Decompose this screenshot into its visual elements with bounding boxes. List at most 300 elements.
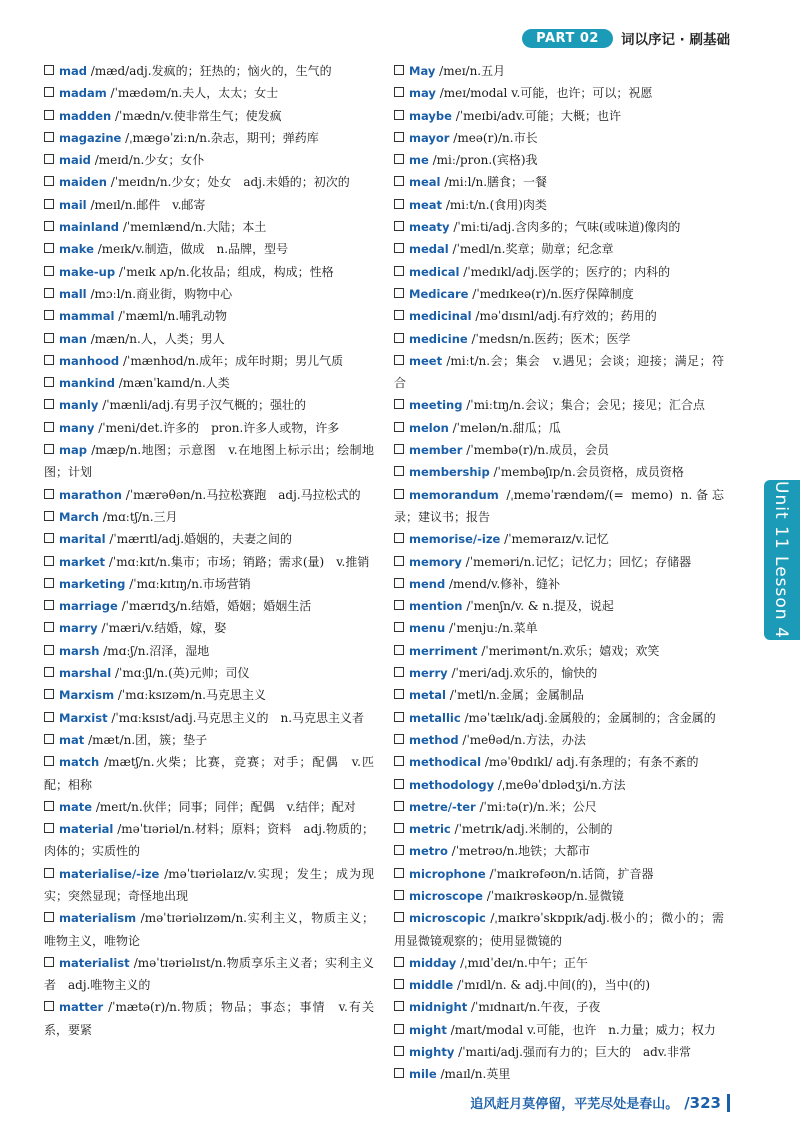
- vocab-entry: [44, 573, 374, 595]
- checkbox-icon[interactable]: [44, 132, 54, 142]
- vocab-definition: /ˈmeɪk ʌp/n.化妆品；组成，构成；性格: [115, 264, 334, 279]
- vocab-definition: /meɪ/modal v.可能，也许；可以；祝愿: [435, 86, 653, 101]
- checkbox-icon[interactable]: [394, 489, 404, 499]
- vocab-word: midday: [409, 955, 457, 970]
- vocab-entry: [394, 551, 724, 573]
- vocab-word: medicinal: [409, 309, 472, 324]
- vocab-entry: [394, 439, 724, 461]
- vocab-definition: /ˈmerimənt/n.欢乐；嬉戏；欢笑: [477, 643, 660, 658]
- vocab-entry: [44, 528, 374, 550]
- vocab-definition: /ˈmæri/v.结婚，嫁，娶: [97, 621, 227, 636]
- vocab-definition: /mænˈkaɪnd/n.人类: [114, 376, 230, 391]
- vocab-definition: /miːl/n.膳食；一餐: [440, 175, 548, 190]
- vocab-entry: [394, 774, 724, 796]
- checkbox-icon[interactable]: [394, 712, 404, 722]
- vocab-entry: [44, 640, 374, 662]
- checkbox-icon[interactable]: [44, 444, 54, 454]
- checkbox-icon[interactable]: [44, 1001, 54, 1011]
- checkbox-icon[interactable]: [394, 801, 404, 811]
- vocab-definition: /ˈmeθəd/n.方法，办法: [458, 732, 586, 747]
- checkbox-icon[interactable]: [44, 221, 54, 231]
- vocab-entry: [44, 662, 374, 684]
- vocab-definition: /meɪk/v.制造，做成 n.品牌，型号: [93, 242, 289, 257]
- checkbox-icon[interactable]: [394, 221, 404, 231]
- checkbox-icon[interactable]: [394, 779, 404, 789]
- checkbox-icon[interactable]: [394, 243, 404, 253]
- checkbox-icon[interactable]: [44, 734, 54, 744]
- checkbox-icon[interactable]: [394, 823, 404, 833]
- vocab-word: mail: [59, 197, 87, 212]
- left-column: [44, 60, 374, 1041]
- checkbox-icon[interactable]: [394, 1024, 404, 1034]
- vocab-entry: [44, 127, 374, 149]
- vocab-word: Marxism: [59, 688, 115, 703]
- vocab-entry: [394, 662, 724, 684]
- vocab-word: materialism: [59, 911, 137, 926]
- checkbox-icon[interactable]: [394, 1068, 404, 1078]
- vocab-word: metre/-ter: [409, 799, 476, 814]
- checkbox-icon[interactable]: [394, 132, 404, 142]
- vocab-word: metro: [409, 844, 448, 859]
- vocab-definition: /mæd/adj.发疯的；狂热的；恼火的，生气的: [86, 64, 332, 78]
- vocab-definition: /ˈmiːtɪŋ/n.会议；集合；会见；接见；汇合点: [462, 398, 705, 413]
- vocab-word: marry: [59, 621, 98, 636]
- vocab-word: madden: [59, 108, 112, 123]
- checkbox-icon[interactable]: [394, 890, 404, 900]
- unit-lesson-label-wrap: [764, 482, 798, 638]
- checkbox-icon[interactable]: [394, 399, 404, 409]
- checkbox-icon[interactable]: [394, 912, 404, 922]
- vocab-entry: [394, 751, 724, 773]
- vocab-entry: [44, 283, 374, 305]
- checkbox-icon[interactable]: [394, 1001, 404, 1011]
- checkbox-icon[interactable]: [44, 422, 54, 432]
- vocab-entry: [394, 394, 724, 416]
- vocab-entry: [44, 417, 374, 439]
- vocab-word: member: [409, 443, 463, 458]
- vocab-entry: [394, 261, 724, 283]
- vocab-definition: /ˈmædn/v.使非常生气；使发疯: [111, 108, 282, 123]
- vocab-word: me: [409, 153, 429, 168]
- vocab-entry: [394, 1041, 724, 1063]
- checkbox-icon[interactable]: [44, 288, 54, 298]
- vocab-entry: [394, 1063, 724, 1085]
- vocab-entry: [394, 885, 724, 907]
- checkbox-icon[interactable]: [394, 154, 404, 164]
- checkbox-icon[interactable]: [394, 622, 404, 632]
- vocab-word: March: [59, 509, 99, 524]
- checkbox-icon[interactable]: [394, 87, 404, 97]
- vocab-entry: [394, 127, 724, 149]
- vocab-word: many: [59, 420, 95, 435]
- checkbox-icon[interactable]: [44, 600, 54, 610]
- vocab-definition: /ˈmetl/n.金属；金属制品: [445, 688, 584, 703]
- footer-motto: 追风赶月莫停留，平芜尽处是春山。: [470, 1097, 679, 1112]
- vocab-entry: [44, 506, 374, 528]
- vocab-word: merry: [409, 666, 448, 681]
- vocab-entry: [394, 60, 724, 82]
- checkbox-icon[interactable]: [394, 868, 404, 878]
- vocab-word: man: [59, 331, 87, 346]
- checkbox-icon[interactable]: [394, 1046, 404, 1056]
- vocab-entry: [44, 216, 374, 238]
- vocab-word: meet: [409, 353, 443, 368]
- vocab-definition: /ˈmedɪkl/adj.医学的；医疗的；内科的: [459, 264, 671, 279]
- vocab-entry: [44, 617, 374, 639]
- vocab-entry: [44, 729, 374, 751]
- vocab-definition: /miː/pron.(宾格)我: [428, 153, 538, 168]
- vocab-word: microscope: [409, 888, 483, 903]
- checkbox-icon[interactable]: [44, 310, 54, 320]
- checkbox-icon[interactable]: [44, 377, 54, 387]
- vocab-entry: [394, 573, 724, 595]
- vocab-entry: [44, 595, 374, 617]
- vocab-definition: /maɪl/n.英里: [436, 1067, 511, 1082]
- vocab-word: maiden: [59, 175, 107, 190]
- checkbox-icon[interactable]: [394, 578, 404, 588]
- vocab-entry: [394, 305, 724, 327]
- vocab-word: melon: [409, 420, 449, 435]
- vocab-entry: [394, 417, 724, 439]
- vocab-word: method: [409, 732, 459, 747]
- vocab-definition: /ˈmetrəʊ/n.地铁；大都市: [447, 844, 591, 859]
- vocab-definition: /ˈmelən/n.甜瓜；瓜: [448, 420, 561, 435]
- vocab-entry: [394, 82, 724, 104]
- vocab-entry: [394, 818, 724, 840]
- vocab-definition: /ˌmægəˈziːn/n.杂志，期刊；弹药库: [121, 130, 319, 145]
- vocab-entry: [394, 283, 724, 305]
- vocab-entry: [44, 863, 374, 908]
- vocab-word: merriment: [409, 643, 478, 658]
- checkbox-icon[interactable]: [44, 912, 54, 922]
- vocab-definition: /ˈmɑːkɪtɪŋ/n.市场营销: [125, 576, 251, 591]
- vocab-word: memory: [409, 554, 462, 569]
- vocab-word: mile: [409, 1067, 437, 1082]
- vocab-word: marsh: [59, 643, 100, 658]
- vocab-definition: /ˈmeməri/n.记忆；记忆力；回忆；存储器: [461, 554, 692, 569]
- vocab-entry: [44, 105, 374, 127]
- vocab-definition: /ˈmembə(r)/n.成员，会员: [462, 443, 609, 458]
- vocab-word: might: [409, 1022, 447, 1037]
- checkbox-icon[interactable]: [394, 734, 404, 744]
- checkbox-icon[interactable]: [44, 199, 54, 209]
- vocab-entry: [394, 194, 724, 216]
- checkbox-icon[interactable]: [394, 288, 404, 298]
- vocab-definition: /ˈmænhʊd/n.成年；成年时期；男儿气质: [119, 353, 344, 368]
- vocab-definition: /ˌmeməˈrændəm/(= memo) n.备忘录；建议书；报告: [394, 487, 724, 524]
- vocab-definition: /ˈmærəθən/n.马拉松赛跑 adj.马拉松式的: [121, 487, 361, 502]
- vocab-entry: [394, 907, 724, 952]
- checkbox-icon[interactable]: [44, 110, 54, 120]
- vocab-word: microscopic: [409, 911, 486, 926]
- vocab-word: menu: [409, 621, 446, 636]
- vocab-definition: /ˈmenʃn/v. & n.提及，说起: [462, 599, 614, 614]
- vocab-word: marathon: [59, 487, 122, 502]
- vocab-definition: /ˈmɪdl/n. & adj.中间(的)，当中(的): [453, 978, 651, 993]
- vocab-definition: /məˈdɪsɪnl/adj.有疗效的；药用的: [471, 309, 657, 324]
- vocab-word: medal: [409, 242, 449, 257]
- vocab-word: Medicare: [409, 286, 469, 301]
- right-column: [394, 60, 724, 1086]
- checkbox-icon[interactable]: [394, 667, 404, 677]
- vocab-definition: /ˈmɑːksɪzəm/n.马克思主义: [114, 688, 266, 703]
- checkbox-icon[interactable]: [394, 422, 404, 432]
- checkbox-icon[interactable]: [44, 645, 54, 655]
- vocab-entry: [44, 194, 374, 216]
- vocab-entry: [44, 707, 374, 729]
- vocab-definition: /ˈmiːtə(r)/n.米；公尺: [475, 799, 597, 814]
- checkbox-icon[interactable]: [44, 801, 54, 811]
- checkbox-icon[interactable]: [44, 689, 54, 699]
- vocab-word: manhood: [59, 353, 120, 368]
- vocab-definition: /ˈmedɪkeə(r)/n.医疗保障制度: [468, 286, 634, 301]
- vocab-entry: [394, 840, 724, 862]
- vocab-entry: [394, 617, 724, 639]
- vocab-word: medical: [409, 264, 460, 279]
- vocab-definition: /mætʃ/n.火柴；比赛，竞赛；对手；配偶 v.匹配；相称: [44, 755, 374, 792]
- vocab-entry: [44, 439, 374, 484]
- vocab-entry: [394, 996, 724, 1018]
- vocab-entry: [44, 796, 374, 818]
- vocab-word: mend: [409, 576, 446, 591]
- vocab-word: mainland: [59, 220, 119, 235]
- vocab-definition: /ˈmedsn/n.医药；医术；医学: [467, 331, 631, 346]
- vocab-definition: /ˈmeɪdn/n.少女；处女 adj.未婚的；初次的: [106, 175, 350, 190]
- vocab-word: mat: [59, 732, 85, 747]
- vocab-entry: [44, 996, 374, 1041]
- checkbox-icon[interactable]: [394, 845, 404, 855]
- checkbox-icon[interactable]: [44, 266, 54, 276]
- vocab-word: Marxist: [59, 710, 108, 725]
- vocab-entry: [44, 907, 374, 952]
- vocab-word: meeting: [409, 398, 463, 413]
- vocab-entry: [394, 461, 724, 483]
- vocab-entry: [394, 684, 724, 706]
- page-number-bar: [727, 1094, 730, 1112]
- checkbox-icon[interactable]: [44, 489, 54, 499]
- vocab-definition: /ˈmedl/n.奖章；勋章；纪念章: [448, 242, 614, 257]
- vocab-word: magazine: [59, 130, 122, 145]
- vocab-definition: /mæp/n.地图；示意图 v.在地图上标示出；绘制地图；计划: [44, 443, 374, 480]
- vocab-entry: [44, 328, 374, 350]
- vocab-definition: /ˈmembəʃɪp/n.会员资格，成员资格: [489, 465, 684, 480]
- vocab-definition: /ˈmænli/adj.有男子汉气概的；强壮的: [98, 398, 307, 413]
- checkbox-icon[interactable]: [44, 667, 54, 677]
- checkbox-icon[interactable]: [394, 957, 404, 967]
- checkbox-icon[interactable]: [44, 176, 54, 186]
- checkbox-icon[interactable]: [44, 355, 54, 365]
- checkbox-icon[interactable]: [394, 466, 404, 476]
- vocab-definition: /ˌmɪdˈdeɪ/n.中午；正午: [456, 955, 588, 970]
- vocab-definition: /ˈmaɪkrəfəʊn/n.话筒，扩音器: [485, 866, 654, 881]
- vocab-entry: [44, 551, 374, 573]
- page-header: [522, 28, 730, 48]
- vocab-entry: [44, 171, 374, 193]
- vocab-entry: [44, 751, 374, 796]
- vocab-entry: [44, 484, 374, 506]
- unit-lesson-label: Unit 11 Lesson 4: [771, 481, 791, 639]
- checkbox-icon[interactable]: [44, 556, 54, 566]
- vocab-definition: /məˈtɪəriəlɪzəm/n.实利主义，物质主义；唯物主义，唯物论: [44, 911, 374, 948]
- checkbox-icon[interactable]: [44, 712, 54, 722]
- vocab-word: may: [409, 86, 436, 101]
- vocab-definition: /ˈmɑːkɪt/n.集市；市场；销路；需求(量) v.推销: [105, 554, 370, 569]
- checkbox-icon[interactable]: [394, 756, 404, 766]
- checkbox-icon[interactable]: [44, 868, 54, 878]
- checkbox-icon[interactable]: [394, 266, 404, 276]
- vocab-entry: [44, 684, 374, 706]
- checkbox-icon[interactable]: [394, 979, 404, 989]
- vocab-entry: [44, 394, 374, 416]
- vocab-word: mammal: [59, 309, 115, 324]
- vocab-word: metric: [409, 822, 451, 837]
- checkbox-icon[interactable]: [44, 622, 54, 632]
- vocab-entry: [44, 82, 374, 104]
- vocab-entry: [394, 640, 724, 662]
- vocab-definition: /ˈmæml/n.哺乳动物: [114, 309, 228, 324]
- checkbox-icon[interactable]: [394, 556, 404, 566]
- vocab-entry: [44, 350, 374, 372]
- vocab-entry: [44, 238, 374, 260]
- vocab-entry: [44, 305, 374, 327]
- vocab-word: mankind: [59, 376, 115, 391]
- vocab-entry: [44, 60, 374, 82]
- checkbox-icon[interactable]: [44, 154, 54, 164]
- vocab-entry: [394, 528, 724, 550]
- vocab-definition: /mɑːtʃ/n.三月: [98, 509, 178, 524]
- vocab-definition: /miːt/n.(食用)肉类: [442, 197, 547, 212]
- vocab-word: metal: [409, 688, 446, 703]
- vocab-entry: [394, 149, 724, 171]
- checkbox-icon[interactable]: [394, 110, 404, 120]
- vocab-definition: /ˈmeməraɪz/v.记忆: [500, 532, 609, 547]
- vocab-definition: /ˈmaɪti/adj.强而有力的；巨大的 adv.非常: [454, 1045, 691, 1060]
- vocab-definition: /maɪt/modal v.可能，也许 n.力量；威力；权力: [446, 1022, 716, 1037]
- page-number: /323: [684, 1093, 721, 1112]
- vocab-definition: /məˈtɪəriəlaɪz/v.实现；发生；成为现实；突然显现；奇怪地出现: [44, 866, 374, 903]
- vocab-word: methodology: [409, 777, 495, 792]
- vocab-word: midnight: [409, 1000, 468, 1015]
- vocab-word: memorise/-ize: [409, 532, 501, 547]
- vocab-word: mention: [409, 599, 463, 614]
- vocab-entry: [394, 238, 724, 260]
- checkbox-icon[interactable]: [394, 65, 404, 75]
- vocab-word: mall: [59, 286, 87, 301]
- vocab-definition: /meɪt/n.伙伴；同事；同伴；配偶 v.结伴；配对: [92, 799, 356, 814]
- checkbox-icon[interactable]: [394, 444, 404, 454]
- checkbox-icon[interactable]: [44, 399, 54, 409]
- vocab-entry: [44, 818, 374, 863]
- vocab-word: marshal: [59, 666, 112, 681]
- vocab-entry: [394, 863, 724, 885]
- vocab-word: marriage: [59, 599, 118, 614]
- vocab-entry: [394, 1019, 724, 1041]
- vocab-definition: /mæn/n.人，人类；男人: [86, 331, 225, 346]
- vocab-entry: [44, 372, 374, 394]
- checkbox-icon[interactable]: [44, 756, 54, 766]
- vocab-definition: /mɑːʃ/n.沼泽，湿地: [99, 643, 210, 658]
- vocab-word: mad: [59, 64, 87, 78]
- checkbox-icon[interactable]: [394, 645, 404, 655]
- vocab-word: methodical: [409, 755, 482, 770]
- vocab-word: meal: [409, 175, 441, 190]
- vocab-word: mayor: [409, 130, 450, 145]
- vocab-definition: /mæt/n.团，簇；垫子: [84, 732, 208, 747]
- vocab-word: meaty: [409, 220, 450, 235]
- vocab-word: materialise/-ize: [59, 866, 160, 881]
- checkbox-icon[interactable]: [44, 65, 54, 75]
- vocab-definition: /meɪl/n.邮件 v.邮寄: [86, 197, 206, 212]
- vocab-definition: /mɔːl/n.商业街，购物中心: [86, 286, 233, 301]
- vocab-word: maid: [59, 153, 91, 168]
- page-footer: [470, 1093, 730, 1112]
- vocab-entry: [394, 484, 724, 529]
- vocab-definition: /meɪd/n.少女；女仆: [90, 153, 205, 168]
- vocab-definition: /ˌmaɪkrəˈskɒpɪk/adj.极小的；微小的；需用显微镜观察的；使用显微镜的: [394, 911, 724, 948]
- vocab-entry: [394, 171, 724, 193]
- vocab-word: map: [59, 443, 87, 458]
- checkbox-icon[interactable]: [394, 533, 404, 543]
- vocab-word: meat: [409, 197, 443, 212]
- vocab-entry: [394, 729, 724, 751]
- vocab-definition: /ˈmærɪtl/adj.婚姻的，夫妻之间的: [105, 532, 293, 547]
- vocab-word: mighty: [409, 1045, 455, 1060]
- checkbox-icon[interactable]: [394, 689, 404, 699]
- checkbox-icon[interactable]: [44, 87, 54, 97]
- vocab-entry: [394, 105, 724, 127]
- vocab-definition: /məˈtɪəriəl/n.材料；原料；资料 adj.物质的；肉体的；实质性的: [44, 822, 374, 859]
- section-title: 词以序记 · 刷基础: [620, 32, 730, 48]
- checkbox-icon[interactable]: [44, 333, 54, 343]
- checkbox-icon[interactable]: [394, 355, 404, 365]
- vocab-word: memorandum: [409, 487, 499, 502]
- vocab-definition: /ˈmɪdnaɪt/n.午夜，子夜: [467, 1000, 601, 1015]
- vocab-word: material: [59, 822, 114, 837]
- vocab-definition: /ˈmeni/det.许多的 pron.许多人或物，许多: [94, 420, 340, 435]
- vocab-word: marital: [59, 532, 106, 547]
- checkbox-icon[interactable]: [44, 957, 54, 967]
- checkbox-icon[interactable]: [44, 578, 54, 588]
- checkbox-icon[interactable]: [394, 600, 404, 610]
- vocab-word: middle: [409, 978, 454, 993]
- vocab-word: metallic: [409, 710, 461, 725]
- checkbox-icon[interactable]: [44, 823, 54, 833]
- vocab-definition: /meə(r)/n.市长: [449, 130, 538, 145]
- checkbox-icon[interactable]: [394, 176, 404, 186]
- checkbox-icon[interactable]: [44, 243, 54, 253]
- vocab-definition: /meɪ/n.五月: [435, 64, 506, 78]
- vocab-definition: /ˈmeri/adj.欢乐的，愉快的: [447, 666, 598, 681]
- vocab-word: madam: [59, 86, 107, 101]
- vocab-definition: /ˈmɑːksɪst/adj.马克思主义的 n.马克思主义者: [107, 710, 365, 725]
- checkbox-icon[interactable]: [394, 310, 404, 320]
- vocab-word: manly: [59, 398, 99, 413]
- vocab-entry: [394, 328, 724, 350]
- vocab-definition: /məˈθɒdɪkl/ adj.有条理的；有条不紊的: [481, 755, 699, 770]
- checkbox-icon[interactable]: [394, 199, 404, 209]
- checkbox-icon[interactable]: [44, 511, 54, 521]
- vocab-definition: /ˌmeθəˈdɒlədʒi/n.方法: [494, 777, 626, 792]
- vocab-entry: [394, 350, 724, 395]
- vocab-definition: /ˈmædəm/n.夫人，太太；女士: [106, 86, 279, 101]
- vocab-definition: /ˈmeɪbi/adv.可能；大概；也许: [451, 108, 621, 123]
- vocab-word: mate: [59, 799, 93, 814]
- vocab-entry: [394, 974, 724, 996]
- vocab-definition: /məˈtɪəriəlɪst/n.物质享乐主义者；实利主义者 adj.唯物主义的: [44, 955, 374, 993]
- checkbox-icon[interactable]: [44, 533, 54, 543]
- checkbox-icon[interactable]: [394, 333, 404, 343]
- vocab-definition: /ˈmaɪkrəskəʊp/n.显微镜: [482, 888, 624, 903]
